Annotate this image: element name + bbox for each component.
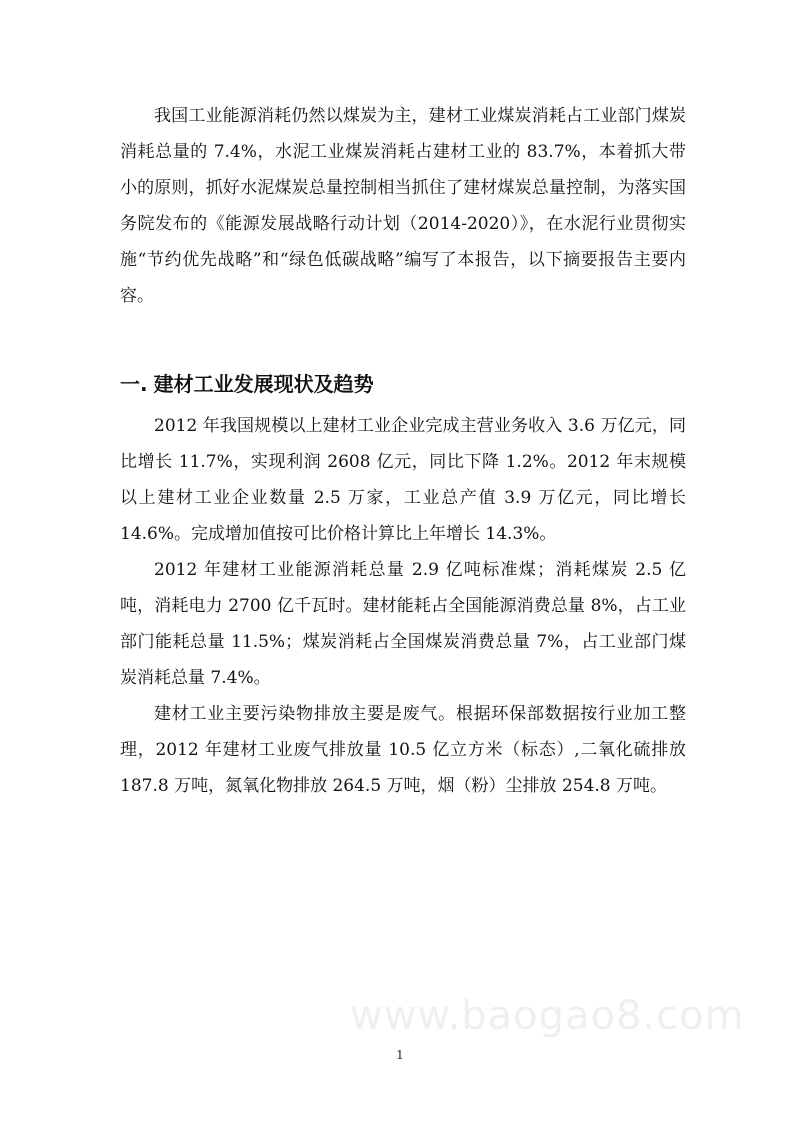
section-number: 一. <box>120 372 148 396</box>
body-paragraph-1: 2012 年我国规模以上建材工业企业完成主营业务收入 3.6 万亿元，同比增长 11.7%，实现利润 2608 亿元，同比下降 1.2%。2012 年末规模以上建材工业企业数量 2.5 万家，工业总产值 3.9 万亿元，同比增长 14.6%。完成增加值按可比价格计算比上年增长 14.3%。 <box>120 416 686 544</box>
section-heading <box>120 366 686 402</box>
body-paragraph-3: 建材工业主要污染物排放主要是废气。根据环保部数据按行业加工整理，2012 年建材工业废气排放量 10.5 亿立方米（标态）,二氧化硫排放 187.8 万吨，氮氧化物排放 264.5 万吨，烟（粉）尘排放 254.8 万吨。 <box>120 704 686 796</box>
page-number: 1 <box>396 1048 404 1062</box>
body-paragraph-2: 2012 年建材工业能源消耗总量 2.9 亿吨标准煤；消耗煤炭 2.5 亿吨，消耗电力 2700 亿千瓦时。建材能耗占全国能源消费总量 8%，占工业部门能耗总量 11.5%；煤炭消耗占全国煤炭消费总量 7%，占工业部门煤炭消耗总量 7.4%。 <box>120 560 686 688</box>
intro-paragraph: 我国工业能源消耗仍然以煤炭为主，建材工业煤炭消耗占工业部门煤炭消耗总量的 7.4%，水泥工业煤炭消耗占建材工业的 83.7%，本着抓大带小的原则，抓好水泥煤炭总量控制相当抓住了建材煤炭总量控制，为落实国务院发布的《能源发展战略行动计划（2014-2020）》，在水泥行业贯彻实施“节约优先战略”和“绿色低碳战略”编写了本报告，以下摘要报告主要内容。 <box>120 106 686 306</box>
section-title: 建材工业发展现状及趋势 <box>153 372 374 396</box>
page-content <box>120 98 686 804</box>
watermark: www.baogao8.com <box>350 993 745 1039</box>
